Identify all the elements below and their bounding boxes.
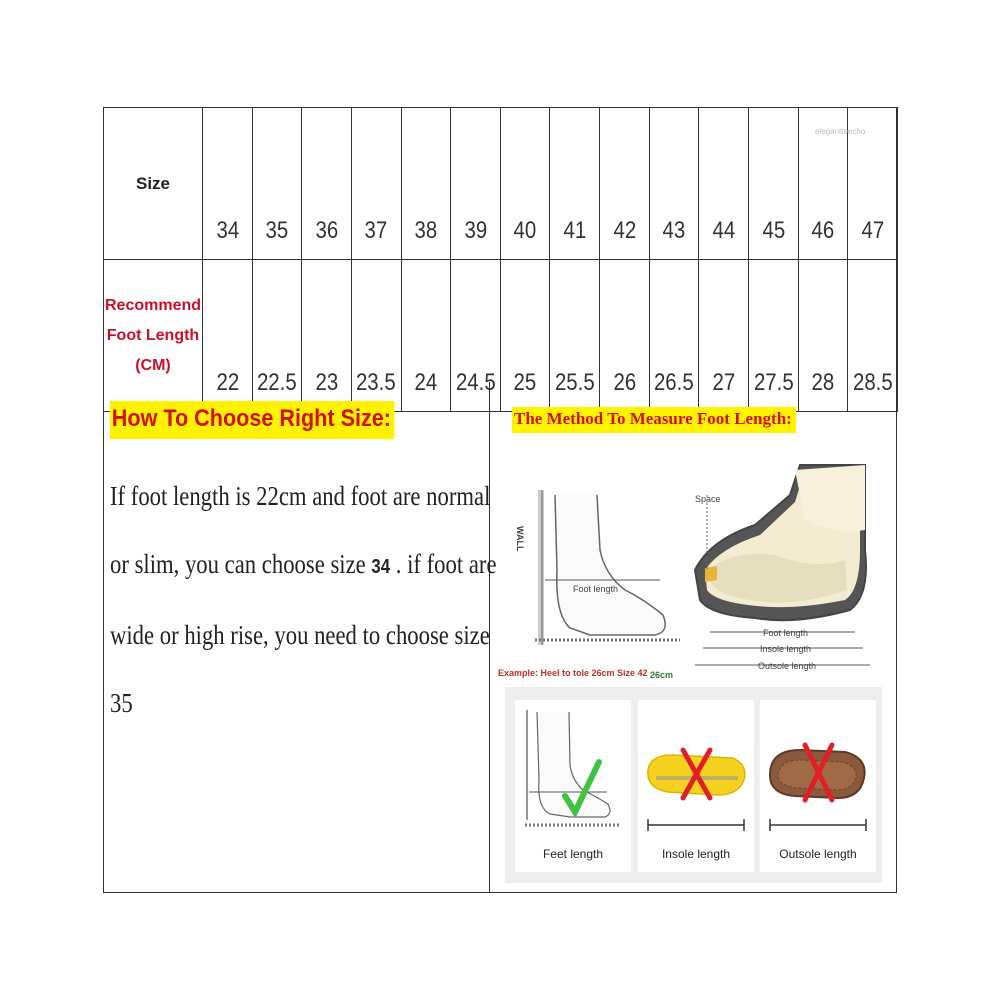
foot-length-cell: 23.5: [355, 260, 397, 412]
space-label: Space: [695, 494, 721, 504]
example-cm: 26cm: [650, 670, 674, 680]
foot-length-cell: 24.5: [454, 260, 496, 412]
foot-length-header-line: Recommend: [104, 296, 202, 314]
foot-length-cell: 25: [504, 260, 546, 412]
panel-label: Feet length: [542, 847, 604, 861]
size-cell: 34: [206, 108, 248, 260]
size-cell: 39: [454, 108, 496, 260]
foot-length-cell: 28: [802, 260, 844, 412]
size-cell: 37: [355, 108, 397, 260]
watermark: elegantteecho: [815, 127, 866, 136]
foot-length-cell: 28.5: [852, 260, 894, 412]
foot-length-cell: 27: [703, 260, 745, 412]
foot-length-cell: 24: [405, 260, 447, 412]
foot-length-header-line: (CM): [135, 356, 171, 374]
size-cell: 43: [653, 108, 695, 260]
size-cell: 38: [405, 108, 447, 260]
size-table: [103, 107, 898, 412]
foot-length-cell: 22: [206, 260, 248, 412]
outsole-illustration: [760, 700, 876, 840]
guide-line-part: . if foot are: [395, 549, 497, 579]
guide-line: wide or high rise, you need to choose size: [110, 620, 490, 650]
panel-feet-length: [515, 700, 631, 872]
size-row: [104, 108, 898, 260]
insole-illustration: [638, 700, 754, 840]
foot-length-cell: 25.5: [554, 260, 596, 412]
panel-insole-length: [638, 700, 754, 872]
size-cell: 36: [306, 108, 348, 260]
panel-label: Insole length: [661, 847, 731, 861]
size-cell: 40: [504, 108, 546, 260]
size-cell: 45: [752, 108, 794, 260]
insole-label: Insole length: [760, 644, 812, 654]
size-cell: 42: [603, 108, 645, 260]
shoe-sole-icon: [695, 465, 866, 620]
foot-length-header: [104, 260, 203, 412]
foot-sketch-icon: [555, 495, 665, 635]
size-cell: 47: [852, 108, 894, 260]
guide-text: [110, 462, 497, 737]
outsole-label: Outsole length: [758, 661, 817, 671]
size-cell: 44: [703, 108, 745, 260]
foot-length-label-2: Foot length: [763, 628, 809, 638]
size-cell: 35: [256, 108, 298, 260]
foot-length-cell: 22.5: [256, 260, 298, 412]
guide-size-34: 34: [371, 556, 391, 578]
size-header: Size: [104, 108, 203, 260]
foot-length-cell: 26: [603, 260, 645, 412]
guide-line: [110, 530, 497, 601]
panel-outsole-length: [760, 700, 876, 872]
panel-label: Outsole length: [779, 847, 857, 861]
measurement-illustration: [495, 440, 890, 690]
wall-icon: [515, 490, 542, 645]
size-cell: 46: [802, 108, 844, 260]
foot-length-cell: 27.5: [752, 260, 794, 412]
feet-length-illustration: [515, 700, 631, 840]
foot-length-row: [104, 260, 898, 412]
guide-title: How To Choose Right Size:: [110, 401, 395, 439]
guide-line-part: or slim, you can choose size: [110, 549, 366, 579]
method-title: The Method To Measure Foot Length:: [512, 407, 796, 433]
foot-length-cell: 23: [306, 260, 348, 412]
foot-length-header-line: Foot Length: [106, 326, 200, 344]
foot-length-label: Foot length: [573, 584, 619, 594]
example-label: Example: Heel to tole 26cm Size 42: [498, 668, 648, 678]
guide-line: If foot length is 22cm and foot are normal: [110, 481, 491, 511]
foot-length-cell: 26.5: [653, 260, 695, 412]
guide-line: 35: [110, 688, 133, 718]
size-cell: 41: [554, 108, 596, 260]
wall-label: WALL: [515, 526, 525, 552]
